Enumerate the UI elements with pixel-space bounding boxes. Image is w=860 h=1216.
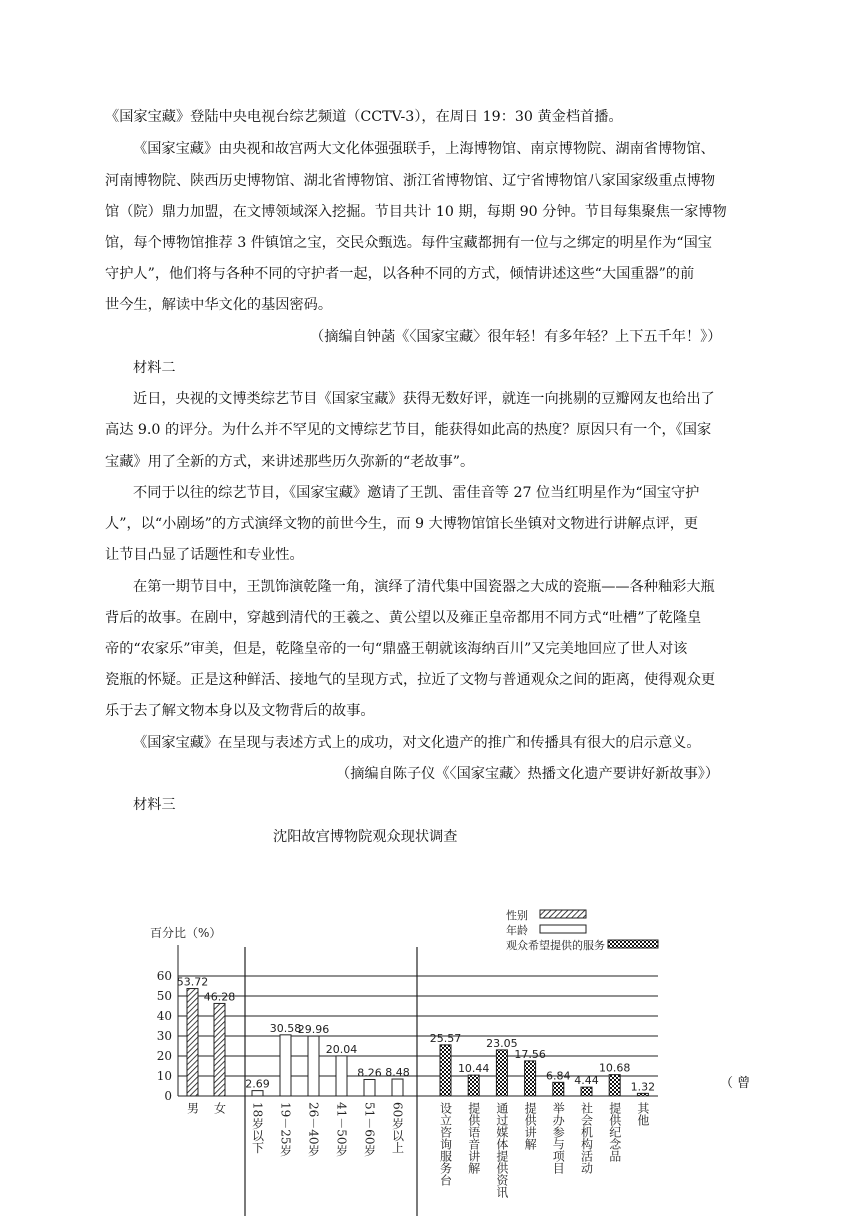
y-tick-label: 20 — [156, 1049, 172, 1063]
category-label: 18岁以下 — [250, 1102, 265, 1154]
data-label: 4.44 — [574, 1074, 599, 1088]
article-line: 《国家宝藏》在呈现与表述方式上的成功，对文化遗产的推广和传播具有很大的启示意义。 — [133, 735, 701, 751]
category-label: 41－50岁 — [334, 1102, 349, 1157]
article-line: 近日，央视的文博类综艺节目《国家宝藏》获得无数好评，就连一向挑剔的豆瓣网友也给出了 — [133, 391, 715, 407]
y-axis-label: 百分比（%） — [150, 926, 222, 940]
section-heading: 材料三 — [133, 797, 176, 813]
article-line: 河南博物院、陕西历史博物馆、湖北省博物馆、浙江省博物馆、辽宁省博物馆八家国家级重点博物 — [105, 173, 716, 189]
legend-swatch — [608, 940, 658, 948]
article-line: 人”，以“小剧场”的方式演绎文物的前世今生，而 9 大博物馆馆长坐镇对文物进行讲解点评，更 — [105, 516, 699, 532]
y-tick-label: 0 — [164, 1089, 172, 1103]
data-label: 53.72 — [176, 975, 209, 989]
category-label: 提供语音讲解 — [466, 1102, 481, 1174]
bar — [364, 1079, 375, 1096]
bar — [637, 1093, 648, 1096]
data-label: 2.69 — [245, 1077, 270, 1091]
data-label: 10.44 — [457, 1062, 490, 1076]
data-label: 23.05 — [486, 1036, 518, 1050]
bar — [392, 1079, 403, 1096]
bar — [214, 1003, 225, 1096]
data-label: 10.68 — [598, 1061, 631, 1075]
y-tick-label: 60 — [156, 969, 172, 983]
y-tick-label: 10 — [156, 1069, 172, 1083]
article-line: 不同于以往的综艺节目，《国家宝藏》邀请了王凯、雷佳音等 27 位当红明星作为“国宝守护 — [133, 485, 700, 501]
category-label: 51－60岁 — [362, 1102, 377, 1157]
data-label: 1.32 — [630, 1080, 656, 1094]
bar — [609, 1075, 620, 1096]
data-label: 20.04 — [325, 1042, 358, 1056]
data-label: 17.56 — [514, 1047, 546, 1061]
survey-bar-chart — [130, 895, 690, 1216]
article-line: 馆，每个博物馆推荐 3 件镇馆之宝，交民众甄选。每件宝藏都拥有一位与之绑定的明星作为“国宝 — [105, 235, 712, 251]
data-label: 25.57 — [429, 1031, 462, 1045]
data-label: 6.84 — [546, 1069, 571, 1083]
bar — [496, 1050, 507, 1096]
article-line: 帝的“农家乐”审美，但是，乾隆皇帝的一句“鼎盛王朝就该海纳百川”又完美地回应了世人对该 — [105, 641, 688, 657]
bar — [553, 1082, 564, 1096]
bar — [581, 1087, 592, 1096]
bar — [468, 1075, 479, 1096]
category-label: 其他 — [635, 1102, 650, 1126]
category-label: 男 — [185, 1102, 200, 1114]
article-line: 让节目凸显了话题性和专业性。 — [105, 547, 304, 563]
bar — [525, 1061, 536, 1096]
section-heading: 材料二 — [133, 360, 176, 376]
article-line: 背后的故事。在剧中，穿越到清代的王羲之、黄公望以及雍正皇帝都用不同方式“吐槽”了乾隆皇 — [105, 610, 702, 626]
category-label: 60岁以上 — [390, 1102, 405, 1154]
category-label: 提供纪念品 — [607, 1102, 622, 1162]
category-label: 社会机构活动 — [579, 1102, 594, 1174]
article-line: 宝藏》用了全新的方式，来讲述那些历久弥新的“老故事”。 — [105, 454, 475, 470]
category-label: 19－25岁 — [278, 1102, 293, 1157]
article-line: 在第一期节目中，王凯饰演乾隆一角，演绎了清代集中国瓷器之大成的瓷瓶——各种釉彩大瓶 — [133, 579, 715, 595]
category-label: 女 — [212, 1102, 227, 1114]
article-line: 馆（院）鼎力加盟，在文博领域深入挖掘。节目共计 10 期，每期 90 分钟。节目每集聚焦一家博物 — [105, 204, 727, 220]
legend-label: 性别 — [506, 909, 528, 922]
legend-label: 观众希望提供的服务 — [506, 939, 605, 952]
data-label: 29.96 — [297, 1023, 330, 1037]
y-tick-label: 30 — [156, 1029, 172, 1043]
data-label: 46.28 — [203, 990, 236, 1004]
category-label: 26－40岁 — [306, 1102, 321, 1157]
data-label: 30.58 — [269, 1021, 302, 1035]
chart-caption: 沈阳故宫博物院观众现状调查 — [273, 829, 458, 845]
article-line: 世今生，解读中华文化的基因密码。 — [105, 297, 333, 313]
legend-swatch — [540, 910, 586, 918]
bar — [252, 1091, 263, 1096]
source-citation: （摘编自钟菡《〈国家宝藏〉很年轻！有多年轻？上下五千年！》） — [310, 329, 722, 345]
category-label: 提供讲解 — [523, 1102, 538, 1150]
bar — [280, 1035, 291, 1096]
article-line: 瓷瓶的怀疑。正是这种鲜活、接地气的呈现方式，拉近了文物与普通观众之间的距离，使得观众更 — [105, 672, 716, 688]
bar — [336, 1056, 347, 1096]
article-line: 守护人”，他们将与各种不同的守护者一起，以各种不同的方式，倾情讲述这些“大国重器”的前 — [105, 266, 695, 282]
article-line: 《国家宝藏》由央视和故宫两大文化体强强联手，上海博物馆、南京博物院、湖南省博物馆、 — [133, 141, 715, 157]
y-tick-label: 50 — [156, 989, 172, 1003]
data-label: 8.48 — [385, 1066, 410, 1080]
legend-swatch — [540, 925, 586, 933]
legend-label: 年龄 — [506, 924, 528, 937]
bar — [187, 989, 198, 1096]
article-line: 乐于去了解文物本身以及文物背后的故事。 — [105, 703, 375, 719]
bar — [440, 1045, 451, 1096]
article-line: 《国家宝藏》登陆中央电视台综艺频道（CCTV-3），在周日 19：30 黄金档首播。 — [105, 109, 623, 125]
category-label: 设立咨询服务台 — [438, 1102, 453, 1186]
article-line: 高达 9.0 的评分。为什么并不罕见的文博综艺节目，能获得如此高的热度？原因只有一个，《国家 — [105, 422, 712, 438]
category-label: 举办参与项目 — [551, 1102, 566, 1174]
source-citation: （摘编自陈子仪《〈国家宝藏〉热播文化遗产要讲好新故事》） — [336, 766, 720, 782]
category-label: 通过媒体提供资讯 — [494, 1102, 509, 1198]
data-label: 8.26 — [357, 1066, 382, 1080]
bar — [308, 1036, 319, 1096]
y-tick-label: 40 — [156, 1009, 172, 1023]
side-note: （ 曾 — [720, 1076, 751, 1091]
